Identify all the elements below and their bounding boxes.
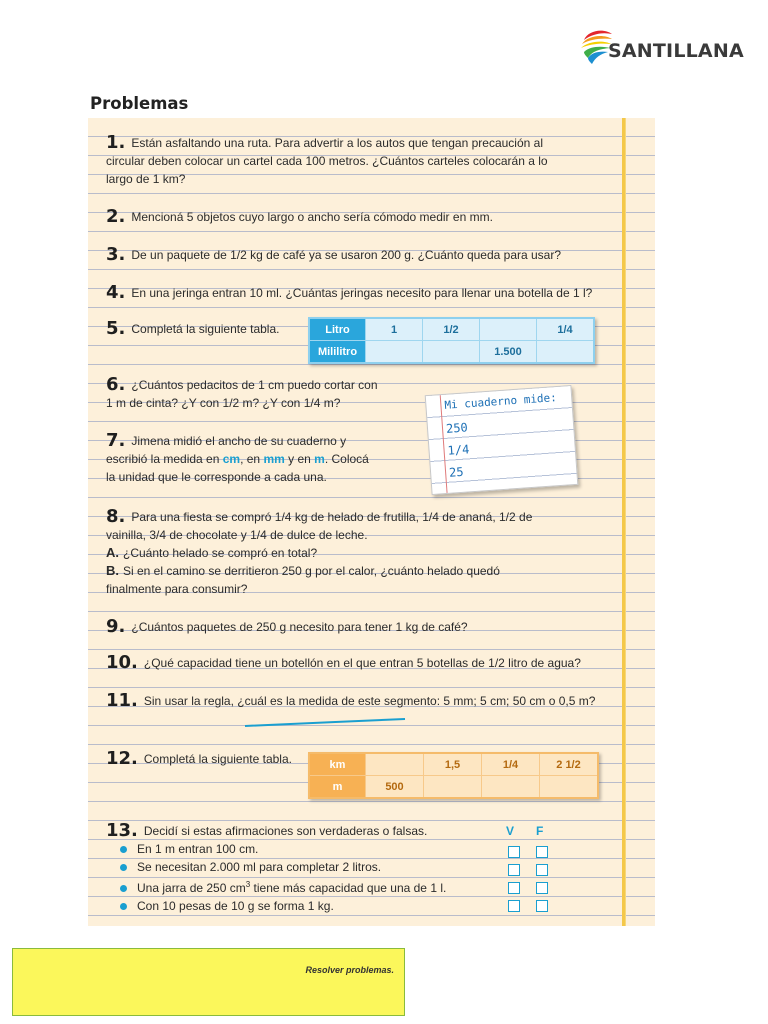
table-cell[interactable]: 500 [366,776,424,799]
brand-name: SANTILLANA [608,40,744,62]
table-cell[interactable] [423,341,480,364]
problem-number: 13. [106,820,138,841]
problem-number: 7. [106,430,126,451]
km-m-table [308,752,599,799]
problem-text: Jimena midió el ancho de su cuaderno y [131,434,347,448]
footer-note-box [12,948,405,1016]
fraction: 1/2 [230,248,247,262]
problem-8 [106,508,532,598]
problem-text: kg de café ya se usaron 200 g. ¿Cuánto queda para usar? [246,248,562,262]
card-value: 25 [448,464,465,480]
table-row [309,318,594,341]
liter-milliliter-table [308,317,595,364]
problem-12 [106,750,292,768]
problem-text-line [106,394,378,412]
problem-text: ¿Qué capacidad tiene un botellón en el que entran 5 botellas de [143,656,489,670]
problem-7 [106,432,369,486]
problem-3 [106,246,561,264]
problem-text: y en [284,452,315,466]
problem-number: 1. [106,132,126,153]
table-cell[interactable] [366,341,423,364]
bullet-icon [120,903,127,910]
bullet-icon [120,885,127,892]
fraction: 1/2 [499,510,516,524]
problem-text: circular deben colocar un cartel cada 100 metros. ¿Cuántos carteles colocarán a lo [106,154,548,168]
problem-13 [106,822,446,915]
problem-text: m? ¿Y con [239,396,304,410]
problem-1 [106,134,548,188]
problem-number: 4. [106,282,126,303]
checkbox-false-2[interactable] [536,864,548,876]
table-row [309,753,598,776]
problem-text: ¿Cuánto helado se compró en total? [123,546,318,560]
checkbox-true-4[interactable] [508,900,520,912]
problem-text: de chocolate y [166,528,251,542]
problem-text: ¿Cuántos pedacitos de 1 cm puedo cortar con [131,378,378,392]
fraction: 1/4 [250,528,267,542]
problem-number: 2. [106,206,126,227]
problem-text: de ananá, [438,510,499,524]
subquestion-a [106,544,532,562]
table-cell[interactable]: 2 1/2 [540,753,599,776]
fraction: 1/2 [488,656,505,670]
false-column-header: F [536,824,544,838]
table-cell[interactable] [537,341,595,364]
page-title: Problemas [90,94,189,113]
notebook-margin-line [622,118,626,926]
problem-11 [106,692,595,710]
problem-text: Si en el camino se derritieron 250 g por el calor, ¿cuánto helado quedó [123,564,500,578]
fraction: 1/4 [303,396,321,410]
table-row [309,341,594,364]
card-title: Mi cuaderno mide: [443,391,558,412]
problem-text: En una jeringa entran 10 ml. ¿Cuántas jeringas necesito para llenar una botella de 1 l? [131,286,593,300]
measure-segment [244,718,406,728]
table-row [309,776,598,799]
problem-text: Completá la siguiente tabla. [143,752,292,766]
problem-text: Mencioná 5 objetos cuyo largo o ancho sería cómodo medir en mm. [131,210,493,224]
statement-3 [106,876,446,897]
checkbox-false-3[interactable] [536,882,548,894]
unit-m: m [314,452,325,466]
table-cell[interactable] [424,776,482,799]
problem-text: , en [240,452,264,466]
problem-5 [106,320,279,338]
table-header-cell: Litro [309,318,366,341]
problem-text: litro de agua? [504,656,581,670]
bullet-icon [120,864,127,871]
subquestion-letter: A. [106,545,119,560]
subquestion-letter: B. [106,563,119,578]
problem-text: Están asfaltando una ruta. Para advertir a los autos que tengan precaución al [131,136,543,150]
problem-9 [106,618,468,636]
problem-number: 5. [106,318,126,339]
problem-text: kg de helado de frutilla, [291,510,423,524]
subquestion-b [106,562,532,580]
table-cell[interactable]: 1 [366,318,423,341]
problem-text-line [106,450,369,468]
fraction: 1/2 [222,396,240,410]
checkbox-true-2[interactable] [508,864,520,876]
problem-10 [106,654,581,672]
problem-text: finalmente para consumir? [106,582,248,596]
card-value: 1/4 [447,442,470,458]
checkbox-true-1[interactable] [508,846,520,858]
table-cell[interactable]: 1,5 [424,753,482,776]
fraction: 1/4 [274,510,292,524]
problem-6 [106,376,378,412]
problem-text: m? [320,396,341,410]
statement-text: tiene más capacidad que una de 1 l. [250,881,447,895]
table-cell[interactable] [366,753,424,776]
problem-text: 1 m de cinta? ¿Y con [106,396,223,410]
table-cell[interactable] [540,776,599,799]
table-header-cell: Mililitro [309,341,366,364]
table-cell[interactable]: 1/2 [423,318,480,341]
problem-4 [106,284,592,302]
bullet-icon [120,846,127,853]
problem-number: 8. [106,506,126,527]
statement-4 [106,897,446,915]
statement-text: Con 10 pesas de 10 g se forma 1 kg. [137,899,334,913]
problem-text: la unidad que le corresponde a cada una. [106,470,327,484]
problem-2 [106,208,493,226]
problem-number: 9. [106,616,126,637]
true-column-header: V [506,824,515,838]
table-cell[interactable] [480,318,537,341]
statement-1 [106,840,446,858]
table-cell[interactable] [482,776,540,799]
checkbox-true-3[interactable] [508,882,520,894]
problem-text: Para una fiesta se compró [131,510,275,524]
problem-text: . Colocá [324,452,369,466]
table-cell[interactable]: 1/4 [537,318,595,341]
problem-number: 3. [106,244,126,265]
unit-mm: mm [263,452,285,466]
statement-2 [106,858,446,876]
unit-cm: cm [222,452,241,466]
problem-number: 11. [106,690,138,711]
table-cell[interactable]: 1.500 [480,341,537,364]
problem-number: 10. [106,652,138,673]
checkbox-false-1[interactable] [536,846,548,858]
problem-text: Sin usar la regla, ¿cuál es la medida de este segmento: 5 mm; 5 cm; 50 cm o 0,5 m? [143,694,596,708]
problem-text: escribió la medida en [106,452,223,466]
statement-text: Una jarra de 250 cm [137,881,246,895]
superscript: 3 [245,880,251,889]
card-value: 250 [445,420,469,436]
table-header-cell: km [309,753,366,776]
footer-note: Resolver problemas. [305,965,394,975]
fraction: 3/4 [149,528,167,542]
problem-number: 6. [106,374,126,395]
problem-text: de dulce de leche. [266,528,368,542]
problem-text: largo de 1 km? [106,172,186,186]
checkbox-false-4[interactable] [536,900,548,912]
problem-text: ¿Cuántos paquetes de 250 g necesito para tener 1 kg de café? [131,620,468,634]
problem-number: 12. [106,748,138,769]
table-cell[interactable]: 1/4 [482,753,540,776]
problem-text-line [106,526,532,544]
problem-text: Decidí si estas afirmaciones son verdaderas o falsas. [143,824,428,838]
fraction: 1/4 [422,510,439,524]
problem-text: Completá la siguiente tabla. [131,322,280,336]
santillana-logo [578,26,744,70]
problem-text: vainilla, [106,528,150,542]
problem-text: de [515,510,533,524]
notebook-page [88,118,655,926]
table-header-cell: m [309,776,366,799]
notebook-measure-card [425,385,579,495]
statement-text: En 1 m entran 100 cm. [137,842,259,856]
problem-text: De un paquete de [131,248,231,262]
statement-text: Se necesitan 2.000 ml para completar 2 litros. [137,860,382,874]
